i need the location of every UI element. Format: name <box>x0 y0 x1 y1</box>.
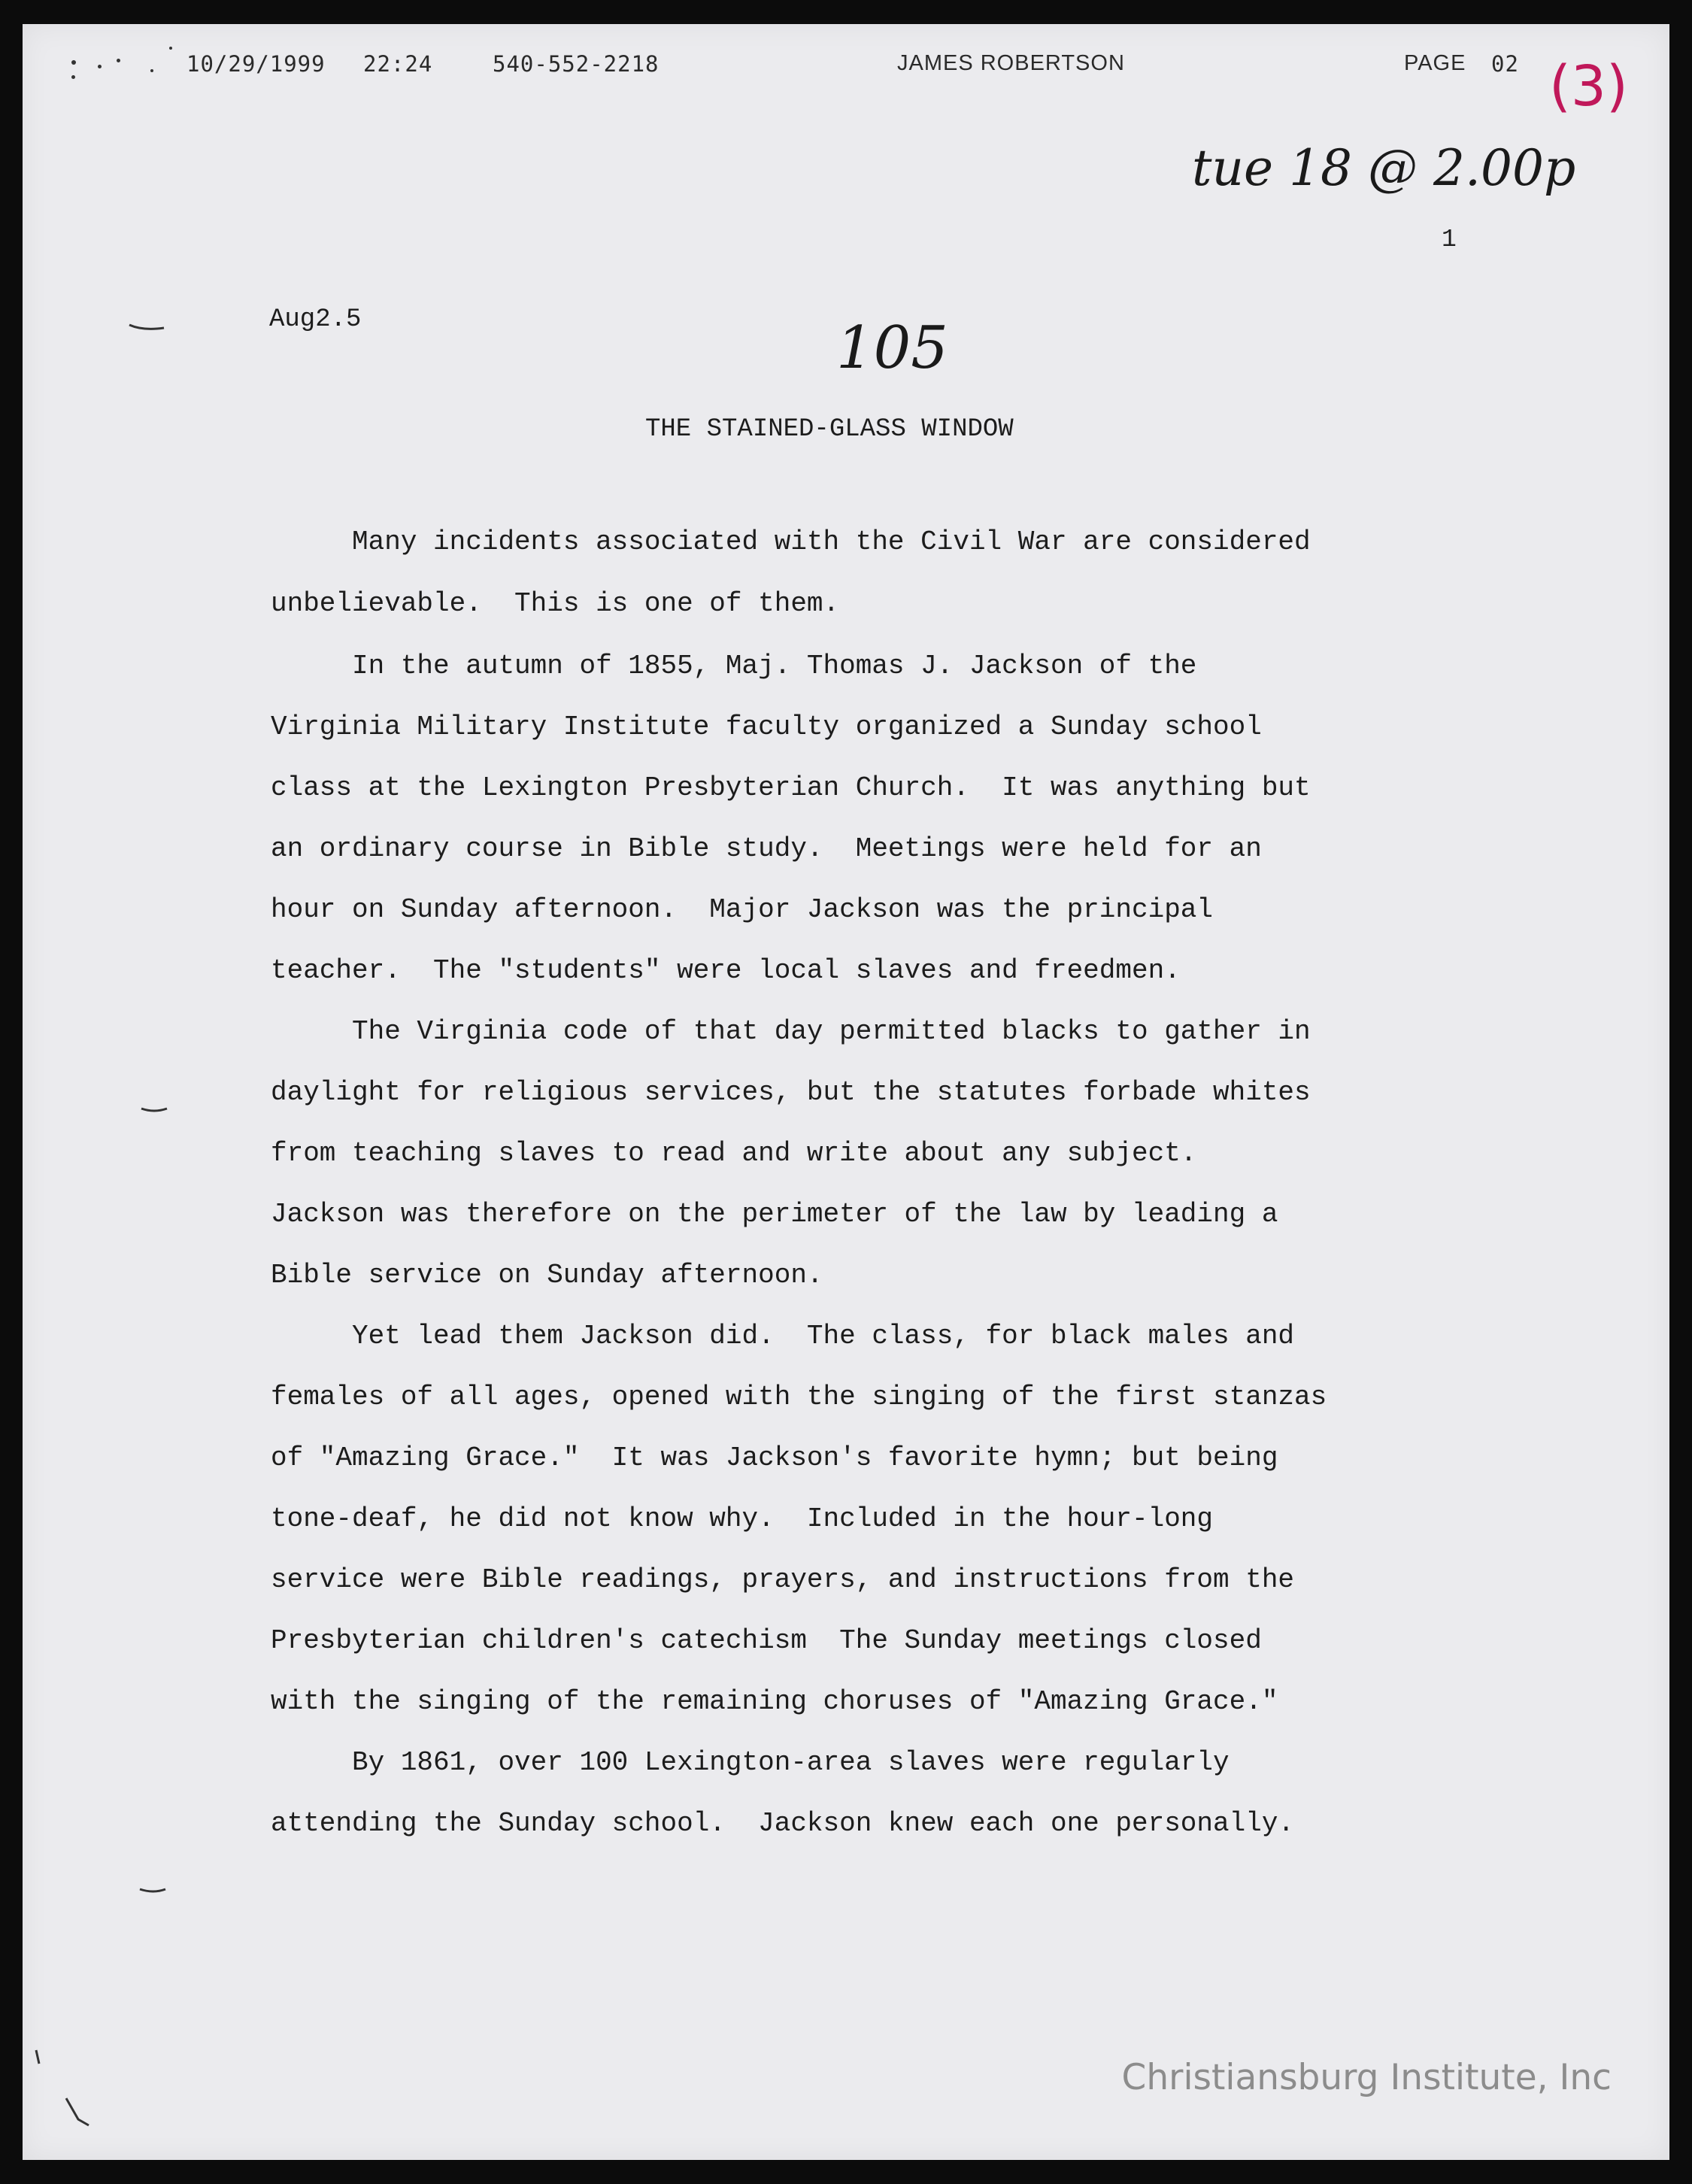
body-line: teacher. The "students" were local slaves and freedmen. <box>271 955 1181 986</box>
watermark: Christiansburg Institute, Inc <box>1121 2057 1612 2098</box>
fax-sender: JAMES ROBERTSON <box>897 51 1125 75</box>
date-code: Aug2.5 <box>269 305 362 334</box>
handwritten-page-number: 105 <box>836 314 948 382</box>
body-line: Many incidents associated with the Civil War are considered <box>271 526 1311 557</box>
page-number: 1 <box>1442 226 1457 253</box>
body-line: from teaching slaves to read and write about any subject. <box>271 1138 1197 1169</box>
body-line: unbelievable. This is one of them. <box>271 588 840 619</box>
body-line: Yet lead them Jackson did. The class, for black males and <box>271 1321 1295 1351</box>
fax-time: 22:24 <box>363 51 433 77</box>
body-line: females of all ages, opened with the singing of the first stanzas <box>271 1382 1327 1412</box>
circled-number-annotation: (3) <box>1549 54 1628 119</box>
fax-page-label: PAGE <box>1404 51 1466 75</box>
body-line: hour on Sunday afternoon. Major Jackson was the principal <box>271 894 1214 925</box>
body-line: By 1861, over 100 Lexington-area slaves were regularly <box>271 1747 1230 1778</box>
body-line: Bible service on Sunday afternoon. <box>271 1260 823 1291</box>
fax-date: 10/29/1999 <box>186 51 326 77</box>
body-line: with the singing of the remaining choruses of "Amazing Grace." <box>271 1686 1278 1717</box>
body-line: Virginia Military Institute faculty organized a Sunday school <box>271 711 1262 742</box>
body-line: daylight for religious services, but the statutes forbade whites <box>271 1077 1311 1108</box>
body-line: tone-deaf, he did not know why. Included in the hour-long <box>271 1503 1214 1534</box>
body-line: of "Amazing Grace." It was Jackson's favorite hymn; but being <box>271 1442 1278 1473</box>
fax-page-number: 02 <box>1491 51 1519 77</box>
body-line: class at the Lexington Presbyterian Church. It was anything but <box>271 772 1311 803</box>
fax-phone: 540-552-2218 <box>493 51 660 77</box>
handwritten-appointment-note: tue 18 @ 2.00p <box>1192 139 1576 197</box>
body-line: attending the Sunday school. Jackson knew each one personally. <box>271 1808 1295 1839</box>
body-line: In the autumn of 1855, Maj. Thomas J. Jackson of the <box>271 651 1197 681</box>
body-line: an ordinary course in Bible study. Meetings were held for an <box>271 833 1262 864</box>
body-line: The Virginia code of that day permitted blacks to gather in <box>271 1016 1311 1047</box>
body-line: service were Bible readings, prayers, and instructions from the <box>271 1564 1295 1595</box>
body-line: Jackson was therefore on the perimeter of the law by leading a <box>271 1199 1278 1230</box>
document-title: THE STAINED-GLASS WINDOW <box>645 415 1014 444</box>
body-line: Presbyterian children's catechism The Sunday meetings closed <box>271 1625 1262 1656</box>
